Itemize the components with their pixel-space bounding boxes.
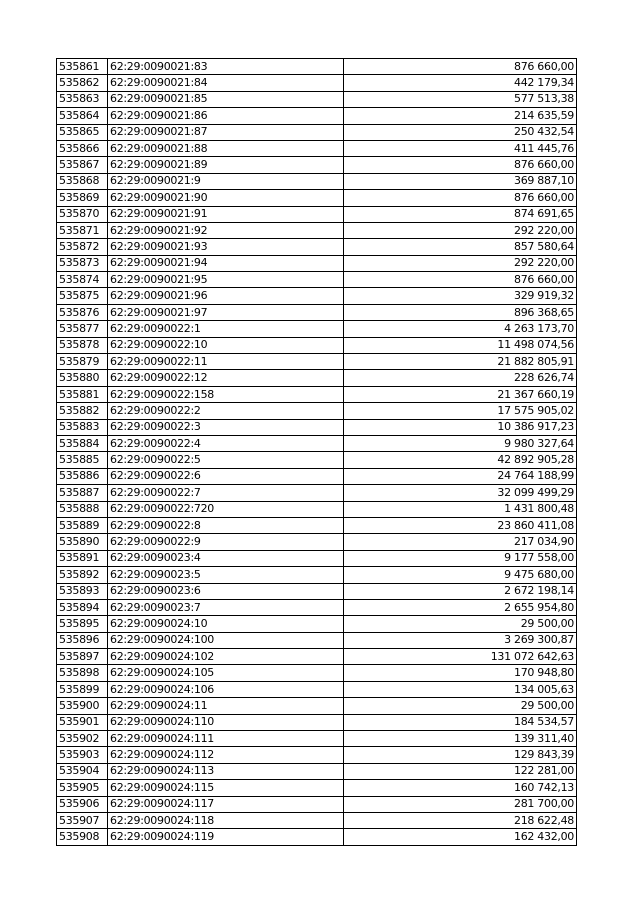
cadastral-value-cell: 11 498 074,56 (344, 337, 577, 353)
table-row (57, 222, 577, 238)
cadastral-number-cell: 62:29:0090024:118 (108, 812, 344, 828)
cadastral-value-cell: 42 892 905,28 (344, 452, 577, 468)
row-number-cell: 535890 (57, 534, 108, 550)
table-row (57, 75, 577, 91)
cadastral-value-cell: 17 575 905,02 (344, 403, 577, 419)
row-number-cell: 535861 (57, 59, 108, 75)
table-row (57, 763, 577, 779)
table-row (57, 517, 577, 533)
row-number-cell: 535906 (57, 796, 108, 812)
table-row (57, 173, 577, 189)
row-number-cell: 535866 (57, 140, 108, 156)
cadastral-number-cell: 62:29:0090021:90 (108, 190, 344, 206)
row-number-cell: 535882 (57, 403, 108, 419)
table-row (57, 304, 577, 320)
row-number-cell: 535864 (57, 108, 108, 124)
cadastral-number-cell: 62:29:0090024:102 (108, 649, 344, 665)
cadastral-number-cell: 62:29:0090023:5 (108, 567, 344, 583)
table-row (57, 550, 577, 566)
cadastral-value-cell: 214 635,59 (344, 108, 577, 124)
cadastral-value-cell: 29 500,00 (344, 698, 577, 714)
cadastral-number-cell: 62:29:0090021:85 (108, 91, 344, 107)
row-number-cell: 535876 (57, 304, 108, 320)
cadastral-number-cell: 62:29:0090021:92 (108, 222, 344, 238)
cadastral-value-cell: 228 626,74 (344, 370, 577, 386)
cadastral-number-cell: 62:29:0090021:94 (108, 255, 344, 271)
cadastral-number-cell: 62:29:0090022:4 (108, 435, 344, 451)
cadastral-value-cell: 876 660,00 (344, 272, 577, 288)
row-number-cell: 535903 (57, 747, 108, 763)
cadastral-value-cell: 9 177 558,00 (344, 550, 577, 566)
table-row (57, 747, 577, 763)
cadastral-value-cell: 10 386 917,23 (344, 419, 577, 435)
table-row (57, 91, 577, 107)
cadastral-value-cell: 21 882 805,91 (344, 354, 577, 370)
table-row (57, 403, 577, 419)
cadastral-number-cell: 62:29:0090024:110 (108, 714, 344, 730)
cadastral-number-cell: 62:29:0090024:112 (108, 747, 344, 763)
cadastral-value-cell: 292 220,00 (344, 222, 577, 238)
cadastral-number-cell: 62:29:0090022:720 (108, 501, 344, 517)
table-row (57, 812, 577, 828)
cadastral-value-table (56, 58, 577, 846)
cadastral-value-cell: 160 742,13 (344, 780, 577, 796)
cadastral-value-cell: 122 281,00 (344, 763, 577, 779)
cadastral-number-cell: 62:29:0090023:6 (108, 583, 344, 599)
cadastral-number-cell: 62:29:0090021:97 (108, 304, 344, 320)
cadastral-value-cell: 3 269 300,87 (344, 632, 577, 648)
row-number-cell: 535862 (57, 75, 108, 91)
cadastral-value-cell: 329 919,32 (344, 288, 577, 304)
cadastral-number-cell: 62:29:0090024:10 (108, 616, 344, 632)
cadastral-value-cell: 139 311,40 (344, 731, 577, 747)
cadastral-number-cell: 62:29:0090021:87 (108, 124, 344, 140)
table-row (57, 567, 577, 583)
cadastral-value-cell: 162 432,00 (344, 829, 577, 845)
table-row (57, 435, 577, 451)
table-row (57, 665, 577, 681)
row-number-cell: 535870 (57, 206, 108, 222)
cadastral-number-cell: 62:29:0090021:84 (108, 75, 344, 91)
table-row (57, 124, 577, 140)
cadastral-number-cell: 62:29:0090022:8 (108, 517, 344, 533)
cadastral-value-cell: 857 580,64 (344, 239, 577, 255)
cadastral-number-cell: 62:29:0090022:9 (108, 534, 344, 550)
cadastral-number-cell: 62:29:0090022:12 (108, 370, 344, 386)
cadastral-value-cell: 217 034,90 (344, 534, 577, 550)
cadastral-number-cell: 62:29:0090021:89 (108, 157, 344, 173)
row-number-cell: 535877 (57, 321, 108, 337)
cadastral-number-cell: 62:29:0090023:7 (108, 599, 344, 615)
table-row (57, 780, 577, 796)
table-row (57, 321, 577, 337)
row-number-cell: 535902 (57, 731, 108, 747)
table-row (57, 337, 577, 353)
row-number-cell: 535872 (57, 239, 108, 255)
cadastral-value-cell: 131 072 642,63 (344, 649, 577, 665)
table-row (57, 452, 577, 468)
cadastral-value-cell: 24 764 188,99 (344, 468, 577, 484)
cadastral-number-cell: 62:29:0090024:105 (108, 665, 344, 681)
cadastral-number-cell: 62:29:0090024:115 (108, 780, 344, 796)
table-row (57, 239, 577, 255)
cadastral-value-cell: 369 887,10 (344, 173, 577, 189)
cadastral-number-cell: 62:29:0090024:111 (108, 731, 344, 747)
cadastral-value-cell: 2 655 954,80 (344, 599, 577, 615)
table-row (57, 829, 577, 845)
row-number-cell: 535880 (57, 370, 108, 386)
table-row (57, 419, 577, 435)
row-number-cell: 535879 (57, 354, 108, 370)
row-number-cell: 535897 (57, 649, 108, 665)
row-number-cell: 535875 (57, 288, 108, 304)
row-number-cell: 535898 (57, 665, 108, 681)
cadastral-number-cell: 62:29:0090024:119 (108, 829, 344, 845)
cadastral-number-cell: 62:29:0090022:11 (108, 354, 344, 370)
row-number-cell: 535893 (57, 583, 108, 599)
table-row (57, 501, 577, 517)
cadastral-value-cell: 9 475 680,00 (344, 567, 577, 583)
row-number-cell: 535907 (57, 812, 108, 828)
cadastral-value-cell: 874 691,65 (344, 206, 577, 222)
table-row (57, 714, 577, 730)
cadastral-value-cell: 170 948,80 (344, 665, 577, 681)
table-row (57, 796, 577, 812)
cadastral-number-cell: 62:29:0090023:4 (108, 550, 344, 566)
cadastral-value-cell: 21 367 660,19 (344, 386, 577, 402)
table-row (57, 681, 577, 697)
row-number-cell: 535871 (57, 222, 108, 238)
cadastral-number-cell: 62:29:0090022:10 (108, 337, 344, 353)
table-row (57, 206, 577, 222)
row-number-cell: 535896 (57, 632, 108, 648)
row-number-cell: 535881 (57, 386, 108, 402)
row-number-cell: 535899 (57, 681, 108, 697)
cadastral-value-cell: 896 368,65 (344, 304, 577, 320)
cadastral-number-cell: 62:29:0090021:86 (108, 108, 344, 124)
cadastral-number-cell: 62:29:0090022:6 (108, 468, 344, 484)
cadastral-number-cell: 62:29:0090024:113 (108, 763, 344, 779)
row-number-cell: 535895 (57, 616, 108, 632)
table-row (57, 288, 577, 304)
cadastral-number-cell: 62:29:0090022:2 (108, 403, 344, 419)
cadastral-value-cell: 9 980 327,64 (344, 435, 577, 451)
table-row (57, 272, 577, 288)
cadastral-value-cell: 876 660,00 (344, 59, 577, 75)
cadastral-value-cell: 411 445,76 (344, 140, 577, 156)
cadastral-value-cell: 29 500,00 (344, 616, 577, 632)
table-row (57, 157, 577, 173)
table-row (57, 255, 577, 271)
table-row (57, 386, 577, 402)
table-row (57, 731, 577, 747)
table-row (57, 485, 577, 501)
row-number-cell: 535891 (57, 550, 108, 566)
row-number-cell: 535904 (57, 763, 108, 779)
table-row (57, 59, 577, 75)
cadastral-number-cell: 62:29:0090022:7 (108, 485, 344, 501)
row-number-cell: 535863 (57, 91, 108, 107)
table-row (57, 140, 577, 156)
cadastral-value-cell: 134 005,63 (344, 681, 577, 697)
row-number-cell: 535900 (57, 698, 108, 714)
cadastral-number-cell: 62:29:0090022:3 (108, 419, 344, 435)
table-row (57, 534, 577, 550)
row-number-cell: 535908 (57, 829, 108, 845)
cadastral-value-cell: 32 099 499,29 (344, 485, 577, 501)
cadastral-value-cell: 281 700,00 (344, 796, 577, 812)
row-number-cell: 535901 (57, 714, 108, 730)
cadastral-value-cell: 876 660,00 (344, 190, 577, 206)
row-number-cell: 535878 (57, 337, 108, 353)
table-row (57, 698, 577, 714)
cadastral-number-cell: 62:29:0090021:91 (108, 206, 344, 222)
cadastral-number-cell: 62:29:0090021:93 (108, 239, 344, 255)
cadastral-value-cell: 23 860 411,08 (344, 517, 577, 533)
cadastral-number-cell: 62:29:0090022:158 (108, 386, 344, 402)
table-row (57, 468, 577, 484)
row-number-cell: 535868 (57, 173, 108, 189)
cadastral-value-cell: 2 672 198,14 (344, 583, 577, 599)
row-number-cell: 535886 (57, 468, 108, 484)
cadastral-number-cell: 62:29:0090021:88 (108, 140, 344, 156)
cadastral-number-cell: 62:29:0090022:5 (108, 452, 344, 468)
cadastral-value-cell: 442 179,34 (344, 75, 577, 91)
cadastral-value-cell: 876 660,00 (344, 157, 577, 173)
cadastral-value-cell: 184 534,57 (344, 714, 577, 730)
row-number-cell: 535905 (57, 780, 108, 796)
table-row (57, 616, 577, 632)
row-number-cell: 535884 (57, 435, 108, 451)
row-number-cell: 535887 (57, 485, 108, 501)
cadastral-value-cell: 4 263 173,70 (344, 321, 577, 337)
row-number-cell: 535888 (57, 501, 108, 517)
row-number-cell: 535865 (57, 124, 108, 140)
table-row (57, 599, 577, 615)
cadastral-number-cell: 62:29:0090024:100 (108, 632, 344, 648)
row-number-cell: 535869 (57, 190, 108, 206)
row-number-cell: 535883 (57, 419, 108, 435)
cadastral-number-cell: 62:29:0090024:117 (108, 796, 344, 812)
row-number-cell: 535894 (57, 599, 108, 615)
cadastral-number-cell: 62:29:0090022:1 (108, 321, 344, 337)
table-row (57, 370, 577, 386)
cadastral-number-cell: 62:29:0090021:95 (108, 272, 344, 288)
cadastral-value-cell: 129 843,39 (344, 747, 577, 763)
table-body (57, 59, 577, 846)
row-number-cell: 535873 (57, 255, 108, 271)
row-number-cell: 535874 (57, 272, 108, 288)
table-row (57, 354, 577, 370)
cadastral-value-cell: 292 220,00 (344, 255, 577, 271)
cadastral-number-cell: 62:29:0090021:83 (108, 59, 344, 75)
cadastral-number-cell: 62:29:0090024:106 (108, 681, 344, 697)
cadastral-value-cell: 1 431 800,48 (344, 501, 577, 517)
cadastral-number-cell: 62:29:0090021:9 (108, 173, 344, 189)
row-number-cell: 535889 (57, 517, 108, 533)
cadastral-value-cell: 250 432,54 (344, 124, 577, 140)
cadastral-value-cell: 218 622,48 (344, 812, 577, 828)
table-row (57, 190, 577, 206)
table-row (57, 632, 577, 648)
cadastral-number-cell: 62:29:0090021:96 (108, 288, 344, 304)
cadastral-number-cell: 62:29:0090024:11 (108, 698, 344, 714)
table-row (57, 108, 577, 124)
row-number-cell: 535885 (57, 452, 108, 468)
table-row (57, 649, 577, 665)
row-number-cell: 535892 (57, 567, 108, 583)
row-number-cell: 535867 (57, 157, 108, 173)
cadastral-value-cell: 577 513,38 (344, 91, 577, 107)
table-row (57, 583, 577, 599)
